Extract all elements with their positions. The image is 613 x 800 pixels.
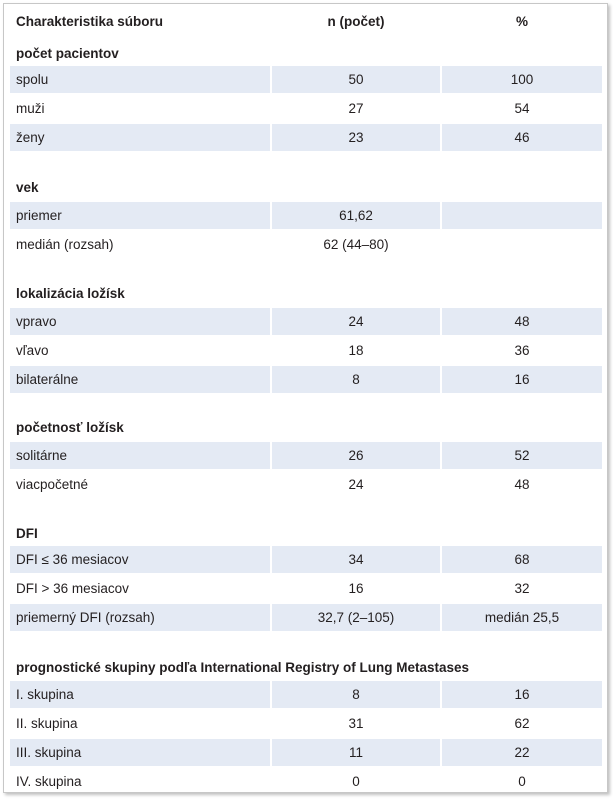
row-label: IV. skupina <box>16 774 82 789</box>
table-row <box>4 308 607 336</box>
row-percent: 52 <box>442 442 602 469</box>
table-row <box>4 95 607 123</box>
table-row <box>4 768 607 796</box>
row-label: II. skupina <box>16 716 78 731</box>
table-row <box>4 442 607 470</box>
row-percent: 16 <box>442 366 602 393</box>
row-count: 32,7 (2–105) <box>272 604 440 631</box>
row-count: 24 <box>348 477 364 492</box>
row-percent: 22 <box>442 739 602 766</box>
table-row <box>4 739 607 767</box>
row-percent: 62 <box>514 716 530 731</box>
row-label: muži <box>16 101 45 116</box>
row-label: vpravo <box>10 308 270 335</box>
row-percent: 100 <box>442 66 602 93</box>
row-percent <box>442 202 602 229</box>
row-label: viacpočetné <box>16 477 89 492</box>
row-label: priemerný DFI (rozsah) <box>10 604 270 631</box>
row-label: vľavo <box>16 343 49 358</box>
row-count: 27 <box>348 101 364 116</box>
row-count: 26 <box>272 442 440 469</box>
table-row <box>4 366 607 394</box>
row-count: 61,62 <box>272 202 440 229</box>
header-count: n (počet) <box>327 14 385 29</box>
row-label: DFI ≤ 36 mesiacov <box>10 546 270 573</box>
table-row <box>4 471 607 499</box>
table-frame <box>3 3 608 793</box>
section-heading <box>4 654 607 682</box>
row-percent: 48 <box>514 477 530 492</box>
section-heading <box>4 40 607 68</box>
row-count: 34 <box>272 546 440 573</box>
section-title: vek <box>16 180 39 195</box>
row-label: DFI > 36 mesiacov <box>16 581 129 596</box>
row-label: III. skupina <box>10 739 270 766</box>
row-count: 0 <box>352 774 360 789</box>
table-row <box>4 546 607 574</box>
row-label: bilaterálne <box>10 366 270 393</box>
table-row <box>4 604 607 632</box>
row-label: medián (rozsah) <box>16 237 114 252</box>
row-percent <box>442 231 602 258</box>
row-count: 8 <box>272 681 440 708</box>
row-percent: 68 <box>442 546 602 573</box>
row-percent: 32 <box>514 581 530 596</box>
table-row <box>4 124 607 152</box>
row-count: 50 <box>272 66 440 93</box>
header-percent: % <box>515 14 528 29</box>
section-title: lokalizácia ložísk <box>16 286 125 301</box>
row-percent: medián 25,5 <box>442 604 602 631</box>
row-percent: 54 <box>514 101 530 116</box>
row-label: ženy <box>10 124 270 151</box>
row-count: 31 <box>348 716 364 731</box>
row-count: 23 <box>272 124 440 151</box>
section-title: prognostické skupiny podľa International Registry of Lung Metastases <box>16 660 470 675</box>
row-label: spolu <box>10 66 270 93</box>
row-count: 16 <box>348 581 364 596</box>
row-count: 18 <box>348 343 364 358</box>
row-percent: 0 <box>518 774 526 789</box>
table-row <box>4 66 607 94</box>
row-count: 62 (44–80) <box>323 237 389 252</box>
table-row <box>4 337 607 365</box>
section-heading <box>4 280 607 308</box>
row-count: 8 <box>272 366 440 393</box>
table-row <box>4 202 607 230</box>
table-row <box>4 575 607 603</box>
section-heading <box>4 414 607 442</box>
row-label: I. skupina <box>10 681 270 708</box>
section-title: počet pacientov <box>16 46 119 61</box>
section-heading <box>4 174 607 202</box>
row-label: priemer <box>10 202 270 229</box>
section-title: početnosť ložísk <box>16 420 124 435</box>
row-label: solitárne <box>10 442 270 469</box>
table-row <box>4 231 607 259</box>
header-characteristic: Charakteristika súboru <box>16 14 164 29</box>
table-header <box>4 4 607 34</box>
table-row <box>4 710 607 738</box>
row-count: 24 <box>272 308 440 335</box>
row-percent: 36 <box>514 343 530 358</box>
row-count: 11 <box>272 739 440 766</box>
row-percent: 16 <box>442 681 602 708</box>
table-row <box>4 681 607 709</box>
section-heading <box>4 520 607 548</box>
row-percent: 48 <box>442 308 602 335</box>
section-title: DFI <box>16 526 38 541</box>
row-percent: 46 <box>442 124 602 151</box>
